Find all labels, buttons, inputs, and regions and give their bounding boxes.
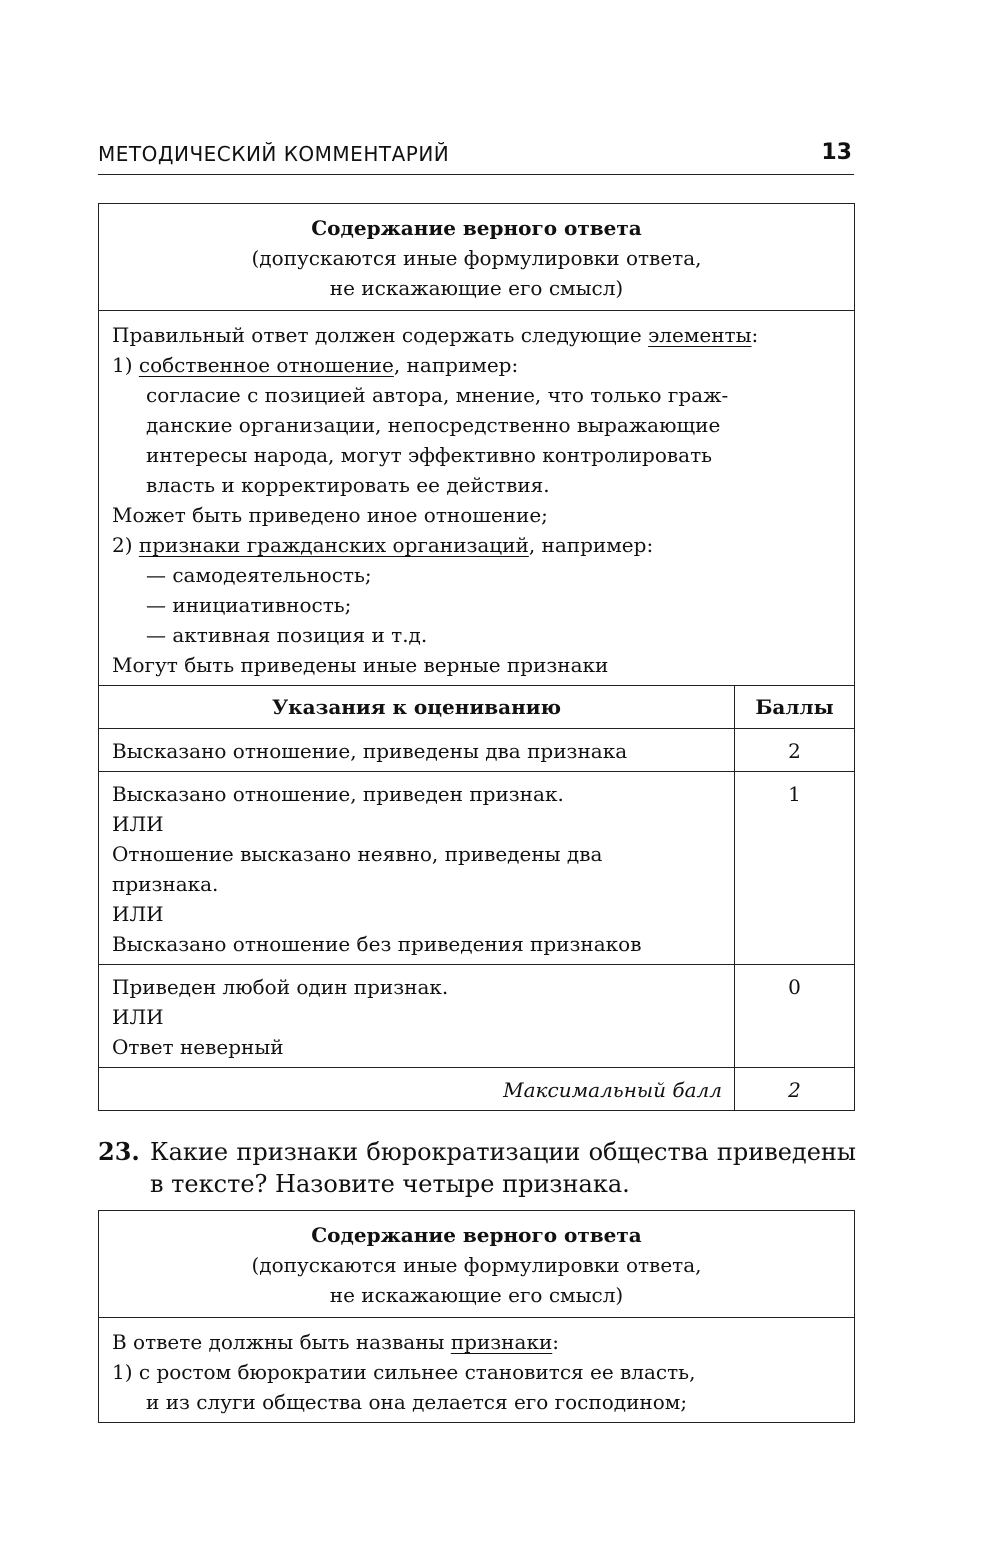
content-header-note-2: не искажающие его смысл)	[329, 1283, 624, 1307]
answer-table-22	[98, 203, 855, 1111]
criteria-cell: Высказано отношение, приведены два признака	[99, 729, 735, 772]
page-number: 13	[821, 140, 852, 165]
running-header-title: МЕТОДИЧЕСКИЙ КОММЕНТАРИЙ	[98, 142, 450, 166]
points-cell: 2	[735, 729, 855, 772]
content-header-note-1: (допускаются иные формулировки ответа,	[251, 1253, 702, 1277]
underlined-term: элементы	[648, 323, 752, 347]
criteria-column-header: Указания к оцениванию	[99, 686, 735, 729]
answer-item-1: 1) с ростом бюрократии сильнее становится ее власть,	[112, 1360, 696, 1384]
answer-content	[99, 311, 855, 686]
content-header-note-1: (допускаются иные формулировки ответа,	[251, 246, 702, 270]
question-text: Какие признаки бюрократизации общества приведены в тексте? Назовите четыре признака.	[150, 1138, 856, 1198]
running-header	[98, 140, 854, 175]
list-item: — инициативность;	[146, 593, 352, 617]
underlined-term: признаки	[450, 1330, 553, 1354]
table-row	[99, 772, 855, 965]
answer-item-2: 2) признаки гражданских организаций, например:	[112, 533, 654, 557]
content-header	[99, 204, 855, 311]
criteria-cell: Высказано отношение, приведен признак. ИЛИ Отношение высказано неявно, приведены два признака. ИЛИ Высказано отношение без приведения признаков	[99, 772, 735, 965]
content-header-title: Содержание верного ответа	[311, 1223, 642, 1247]
max-score-label: Максимальный балл	[99, 1068, 735, 1111]
answer-item-1: 1) собственное отношение, например:	[112, 353, 519, 377]
answer-item-1-line: власть и корректировать ее действия.	[146, 473, 550, 497]
table-row	[99, 729, 855, 772]
max-score-row	[99, 1068, 855, 1111]
answer-table-23	[98, 1210, 855, 1423]
points-cell: 0	[735, 965, 855, 1068]
content-header	[99, 1211, 855, 1318]
criteria-cell: Приведен любой один признак. ИЛИ Ответ неверный	[99, 965, 735, 1068]
answer-item-1-line: интересы народа, могут эффективно контролировать	[146, 443, 713, 467]
underlined-term: признаки гражданских организаций	[138, 533, 529, 557]
table-row	[99, 965, 855, 1068]
question-number: 23.	[98, 1137, 140, 1166]
content-header-title: Содержание верного ответа	[311, 216, 642, 240]
points-cell: 1	[735, 772, 855, 965]
answer-content	[99, 1318, 855, 1423]
closing-note: Могут быть приведены иные верные признаки	[112, 653, 609, 677]
question-23	[98, 1136, 856, 1200]
list-item: — самодеятельность;	[146, 563, 372, 587]
points-column-header: Баллы	[735, 686, 855, 729]
answer-intro: Правильный ответ должен содержать следующие элементы:	[112, 323, 759, 347]
alt-note: Может быть приведено иное отношение;	[112, 503, 548, 527]
list-item: — активная позиция и т.д.	[146, 623, 428, 647]
answer-item-1-line: согласие с позицией автора, мнение, что только граж-	[146, 383, 729, 407]
max-score-value: 2	[735, 1068, 855, 1111]
content-header-note-2: не искажающие его смысл)	[329, 276, 624, 300]
answer-item-1-line: и из слуги общества она делается его господином;	[146, 1390, 688, 1414]
answer-intro: В ответе должны быть названы признаки:	[112, 1330, 560, 1354]
underlined-term: собственное отношение	[138, 353, 394, 377]
answer-item-1-line: данские организации, непосредственно выражающие	[146, 413, 721, 437]
